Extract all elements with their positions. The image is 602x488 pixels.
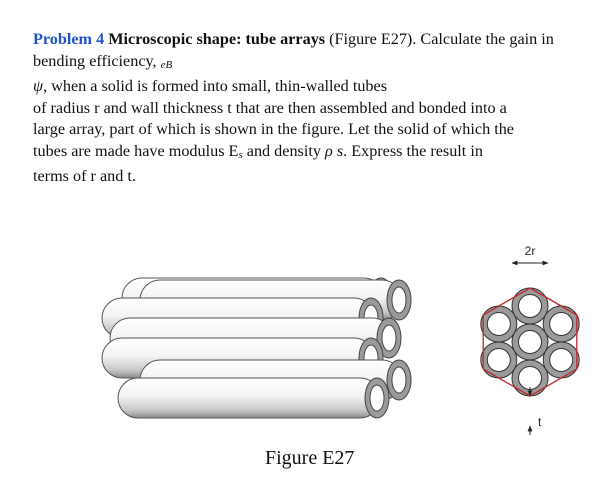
problem-text bbox=[33, 29, 593, 188]
problem-line-7: terms of r and t. bbox=[33, 167, 136, 185]
problem-line-6-a: tubes are made have modulus E bbox=[33, 141, 239, 160]
tube-array-figure bbox=[0, 200, 602, 450]
tube-bundle-3d bbox=[102, 278, 411, 418]
bending-efficiency-symbol: eB bbox=[160, 58, 173, 71]
problem-line-5: large array, part of which is shown in the figure. Let the solid of which the bbox=[33, 120, 514, 138]
density-symbol: ρ s bbox=[325, 141, 344, 160]
tube-ring bbox=[543, 306, 579, 342]
problem-line-4: of radius r and wall thickness t that are then assembled and bonded into a bbox=[33, 98, 507, 117]
psi-symbol: ψ bbox=[33, 77, 44, 95]
figure-caption: Figure E27 bbox=[265, 447, 355, 469]
problem-line-1-rest: (Figure E27). Calculate the gain in bbox=[325, 30, 554, 48]
tube-ring bbox=[481, 306, 517, 342]
problem-line-2-text: bending efficiency, bbox=[33, 51, 157, 70]
tube-bottom bbox=[118, 378, 389, 418]
problem-line-6-b: and density bbox=[242, 141, 325, 160]
problem-line-6-c: . Express the result in bbox=[343, 141, 483, 160]
problem-line-2 bbox=[33, 51, 593, 77]
problem-line-1 bbox=[33, 29, 593, 51]
tube-cross-section bbox=[481, 288, 579, 396]
problem-line-3-text: , when a solid is formed into small, thin-walled tubes bbox=[43, 77, 387, 95]
problem-title: Microscopic shape: tube arrays bbox=[108, 30, 326, 48]
tube-ring bbox=[543, 342, 579, 378]
problem-number: Problem 4 bbox=[33, 30, 105, 48]
tube-ring bbox=[512, 324, 548, 360]
tube-ring bbox=[481, 342, 517, 378]
label-2r: 2r bbox=[524, 244, 536, 258]
tube-ring bbox=[512, 288, 548, 324]
problem-line-6 bbox=[33, 141, 593, 167]
problem-line-3 bbox=[33, 76, 593, 98]
modulus-subscript: s bbox=[238, 148, 243, 161]
label-t: t bbox=[538, 415, 542, 429]
